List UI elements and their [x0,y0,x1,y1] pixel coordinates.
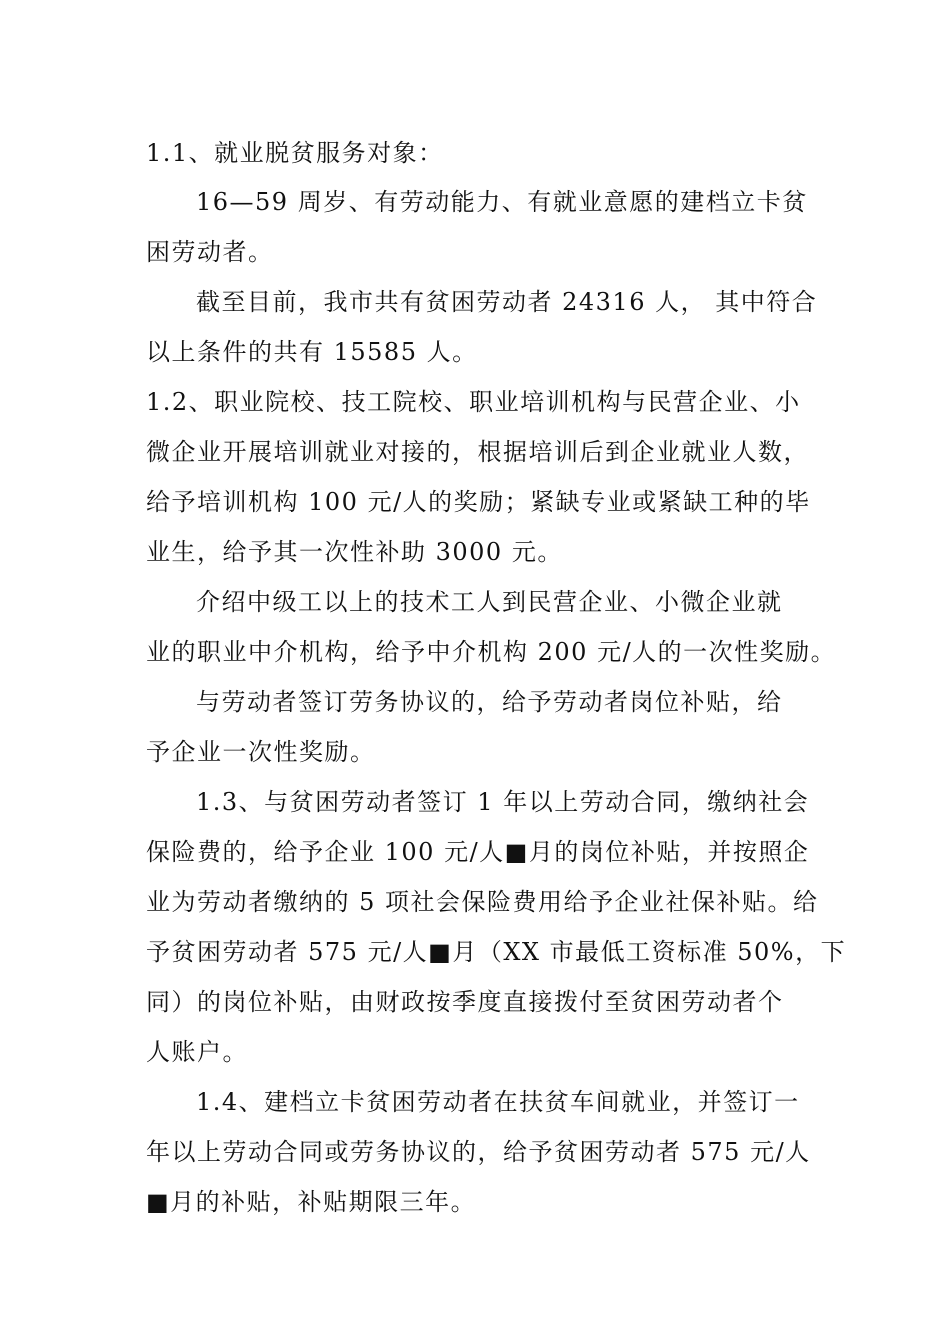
paragraph-line: 予贫困劳动者 575 元/人■月（XX 市最低工资标准 50%，下 [146,938,847,966]
paragraph-line: 截至目前，我市共有贫困劳动者 24316 人， 其中符合 [196,288,818,316]
paragraph-line: ■月的补贴，补贴期限三年。 [146,1188,477,1216]
paragraph-line: 介绍中级工以上的技术工人到民营企业、小微企业就 [196,588,783,616]
paragraph-line: 16—59 周岁、有劳动能力、有就业意愿的建档立卡贫 [196,188,808,216]
paragraph-line: 困劳动者。 [146,238,274,266]
paragraph-line: 年以上劳动合同或劳务协议的，给予贫困劳动者 575 元/人 [146,1138,811,1166]
paragraph-line: 业为劳动者缴纳的 5 项社会保险费用给予企业社保补贴。给 [146,888,819,916]
section-heading-1-4: 1.4、建档立卡贫困劳动者在扶贫车间就业，并签订一 [196,1088,800,1116]
paragraph-line: 业生，给予其一次性补助 3000 元。 [146,538,563,566]
section-heading-1-2: 1.2、职业院校、技工院校、职业培训机构与民营企业、小 [146,388,801,416]
paragraph-line: 人账户。 [146,1038,248,1066]
section-heading-1-3: 1.3、与贫困劳动者签订 1 年以上劳动合同，缴纳社会 [196,788,810,816]
paragraph-line: 微企业开展培训就业对接的，根据培训后到企业就业人数， [146,438,809,466]
paragraph-line: 予企业一次性奖励。 [146,738,376,766]
paragraph-line: 给予培训机构 100 元/人的奖励；紧缺专业或紧缺工种的毕 [146,488,811,516]
paragraph-line: 业的职业中介机构，给予中介机构 200 元/人的一次性奖励。 [146,638,837,666]
paragraph-line: 以上条件的共有 15585 人。 [146,338,478,366]
paragraph-line: 保险费的，给予企业 100 元/人■月的岗位补贴，并按照企 [146,838,810,866]
paragraph-line: 与劳动者签订劳务协议的，给予劳动者岗位补贴，给 [196,688,783,716]
section-heading-1-1: 1.1、就业脱贫服务对象： [146,139,444,167]
paragraph-line: 同）的岗位补贴，由财政按季度直接拨付至贫困劳动者个 [146,988,784,1016]
